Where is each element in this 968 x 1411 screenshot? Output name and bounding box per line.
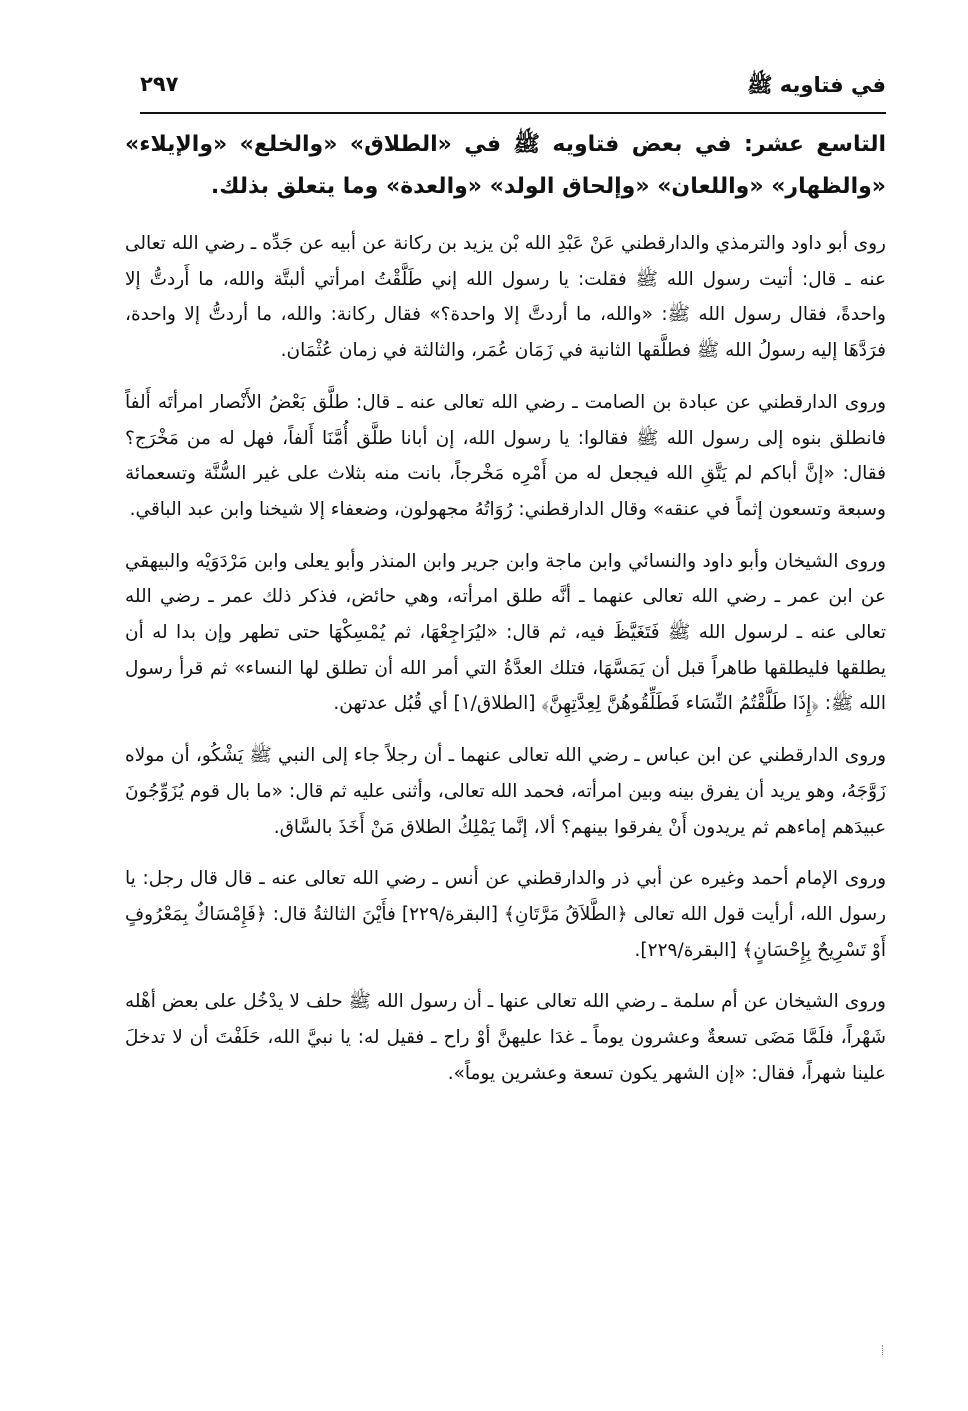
paragraph-3: وروى الشيخان وأبو داود والنسائي وابن ماجة وابن جرير وابن المنذر وأبو يعلى وابن مَرْدَوَيْه والبيهقي عن ابن عمر ـ رضي الله تعالى عنهما ـ أنَّه طلق امرأته، وهي حائض، فذكر ذلك عمر ـ رضي الله تعالى عنه ـ لرسول الله ﷺ فَتَغَيَّظَ فيه، ثم قال: «ليُرَاجِعْهَا، ثم يُمْسِكْهَا حتى تطهر وإن بدا له أن يطلقها فليطلقها طاهراً قبل أن يَمَسَّهَا، فتلك العدَّةُ التي أمر الله أن تطلق لها النساء» ثم قرأ رسول الله ﷺ: ﴿إِذَا طَلَّقْتُمُ النِّسَاء فَطَلِّقُوهُنَّ لِعِدَّتِهِنَّ﴾ [الطلاق/١] أي قُبُل عدتهن. — [125, 550, 886, 715]
paragraph-4: وروى الدارقطني عن ابن عباس ـ رضي الله تعالى عنهما ـ أن رجلاً جاء إلى النبي ﷺ يَشْكُو، أن مولاه زَوَّجَهُ، وهو يريد أن يفرق بينه وبين امرأته، فحمد الله تعالى، وأثنى عليه ثم قال: «ما بال قوم يُزَوِّجُونَ عبيدَهم إماءهم ثم يريدون أَنْ يفرقوا بينهم؟ ألا، إنَّما يَمْلِكُ الطلاق مَنْ أَخَذَ بالسَّاق. — [125, 745, 886, 838]
running-title: في فتاويه ﷺ — [747, 73, 886, 97]
section-title: التاسع عشر: في بعض فتاويه ﷺ في «الطلاق» «والخلع» «والإيلاء» «والظهار» «واللعان» «وإلحاق الولد» «والعدة» وما يتعلق بذلك. — [125, 132, 886, 199]
page-header — [140, 68, 886, 114]
paragraph-1: روى أبو داود والترمذي والدارقطني عَنْ عَبْدِ الله بْن يزيد بن ركانة عن أبيه عن جَدِّه ـ رضي الله تعالى عنه ـ قال: أتيت رسول الله ﷺ فقلت: يا رسول الله إني طَلَّقْتُ امرأتي ألبتَّة والله، ما أَردتُّ إلا واحدةً، فقال رسول الله ﷺ: «والله، ما أردتَّ إلا واحدة؟» فقال ركانة: والله، ما أردتُّ إلا واحدة، فرَدَّهَا إليه رسولُ الله ﷺ فطلَّقها الثانية في زَمَان عُمَر، والثالثة في زمان عُثْمَان. — [125, 233, 886, 362]
page-number: ٢٩٧ — [140, 72, 179, 96]
page-content — [125, 124, 886, 1351]
print-mark — [882, 1345, 887, 1355]
paragraph-6: وروى الشيخان عن أم سلمة ـ رضي الله تعالى عنها ـ أن رسول الله ﷺ حلف لا يدْخُل على بعض أهْله شَهْراً، فلَمَّا مَضَى تسعةٌ وعشرون يوماً ـ غدَا عليهنَّ أوْ راح ـ فقيل له: يا نبيَّ الله، حَلَفْتَ أن لا تدخلَ علينا شهراً، فقال: «إن الشهر يكون تسعة وعشرين يوماً». — [125, 991, 886, 1084]
paragraph-5: وروى الإمام أحمد وغيره عن أبي ذر والدارقطني عن أنس ـ رضي الله تعالى عنه ـ قال قال رجل: يا رسول الله، أرأيت قول الله تعالى ﴿الطَّلاَقُ مَرَّتَانِ﴾ [البقرة/٢٢٩] فأَيْنَ الثالثةُ قال: ﴿فَإِمْسَاكٌ بِمَعْرُوفٍ أَوْ تَسْرِيحٌ بِإِحْسَانٍ﴾ [البقرة/٢٢٩]. — [125, 868, 887, 961]
paragraph-2: وروى الدارقطني عن عبادة بن الصامت ـ رضي الله تعالى عنه ـ قال: طلَّق بَعْضُ الأَنْصار امرأتَه أَلفاً فانطلق بنوه إلى رسول الله ﷺ فقالوا: يا رسول الله، إن أبانا طلَّق أُمَّنَا أَلفاً، فهل له من مَخْرَج؟ فقال: «إنَّ أباكم لم يَتَّقِ الله فيجعل له من أَمْرِه مَخْرجاً، بانت منه بثلاث على غير السُّنَّة وتسعمائة وسبعة وتسعون إثماً في عنقه» وقال الدارقطني: رُوَاتُهُ مجهولون، وضعفاء إلا شيخنا وابن عبد الباقي. — [125, 391, 886, 520]
